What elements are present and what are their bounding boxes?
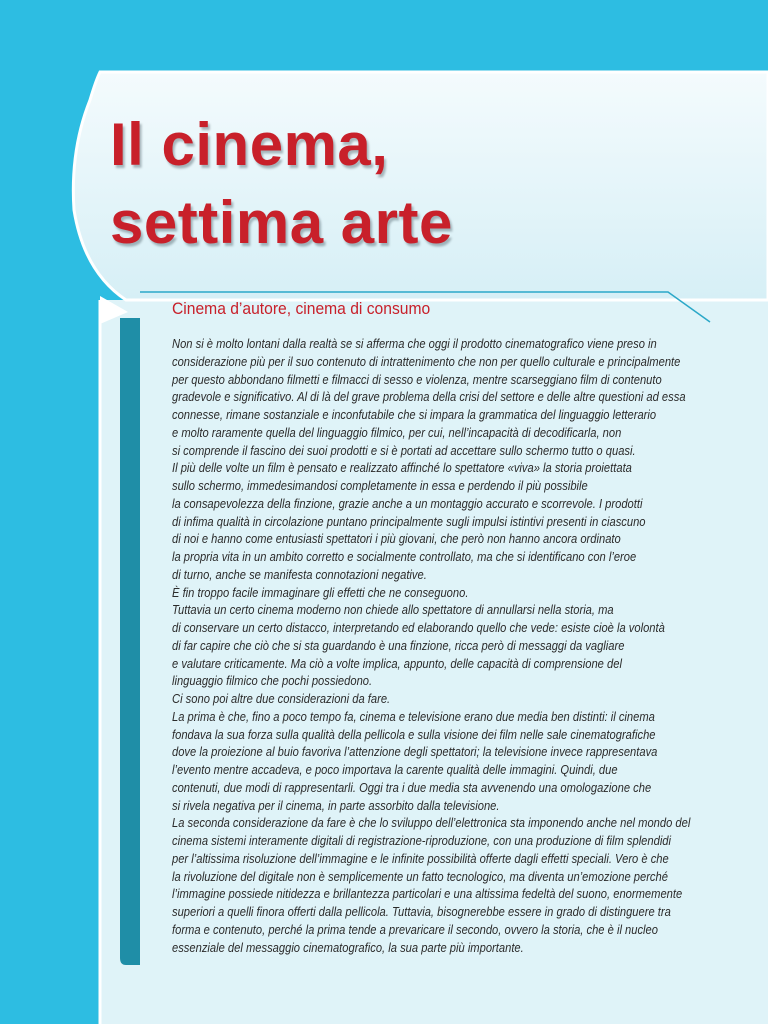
text-line: e molto raramente quella del linguaggio filmico, per cui, nell’incapacità di decodificarla, non [172,424,622,440]
text-line: essenziale del messaggio cinematografico, la sua parte più importante. [172,939,524,955]
text-line: la propria vita in un ambito corretto e socialmente controllato, ma che si identificano con l’eroe [172,549,637,564]
text-line: La seconda considerazione da fare è che lo sviluppo dell’elettronica sta imponendo anche nel mondo del [172,815,691,831]
text-line: e valutare criticamente. Ma ciò a volte implica, appunto, delle capacità di comprensione del [172,655,622,671]
text-line: Il più delle volte un film è pensato e realizzato affinché lo spettatore «viva» la storia proiettata [172,460,632,476]
text-line: di noi e hanno come entusiasti spettatori i più giovani, che però non hanno ancora ordinato [172,531,621,547]
title-line-1: Il cinema, [110,111,389,178]
text-line: fondava la sua forza sulla qualità della pellicola e sulla visione dei film nelle sale cinematografiche [172,726,656,742]
text-line: la consapevolezza della finzione, grazie anche a un montaggio accurato e scorrevole. I prodotti [172,495,643,511]
text-line: l’evento mentre accadeva, e poco importava la carente qualità delle immagini. Quindi, due [172,762,618,777]
text-line: per questo abbondano filmetti e filmacci di sesso e violenza, mentre scarseggiano film di contenuto [172,371,662,387]
text-line: di turno, anche se manifesta connotazioni negative. [172,566,427,582]
text-line: contenuti, due modi di rappresentarli. Oggi tra i due media sta avvenendo una omologazione che [172,779,652,795]
text-line: gradevole e significativo. Al di là del grave problema della crisi del settore e delle altre questioni ad essa [172,389,686,405]
text-line: superiori a quelli finora offerti dalla pellicola. Tuttavia, bisognerebbe essere in grado di distinguere tra [172,904,671,919]
body-text [172,335,752,956]
text-line: È fin troppo facile immaginare gli effetti che ne conseguono. [172,584,469,600]
text-line: Non si è molto lontani dalla realtà se si afferma che oggi il prodotto cinematografico viene preso in [172,336,657,351]
text-line: cinema sistemi interamente digitali di registrazione-riproduzione, con una produzione di film splendidi [172,833,672,848]
text-line: sullo schermo, immedesimandosi completamente in essa e perdendo il più possibile [172,478,588,493]
text-line: Tuttavia un certo cinema moderno non chiede allo spettatore di annullarsi nella storia, ma [172,602,614,618]
text-line: di far capire che ciò che si sta guardando è una finzione, ricca però di messaggi da vagliare [172,637,625,653]
accent-bar [120,318,140,965]
text-line: la rivoluzione del digitale non è semplicemente un fatto tecnologico, ma diventa un’emozione perché [172,868,668,884]
section-heading: Cinema d’autore, cinema di consumo [172,299,431,318]
text-line: Ci sono poi altre due considerazioni da fare. [172,691,391,706]
text-line: linguaggio filmico che pochi possiedono. [172,673,373,689]
title-line-2: settima arte [110,189,453,256]
text-line: si comprende il fascino dei suoi prodotti e si è portati ad accettare sullo schermo tutto o quasi. [172,442,636,458]
text-line: forma e contenuto, perché la prima tende a prevaricare il secondo, ovvero la storia, che è il nucleo [172,921,658,937]
text-line: di conservare un certo distacco, interpretando ed elaborando quello che vede: esiste cioè la volontà [172,620,665,635]
text-line: per l’altissima risoluzione dell’immagine e le infinite possibilità offerte dagli effetti speciali. Vero è che [172,850,669,866]
text-line: si rivela negativa per il cinema, in parte assorbito dalla televisione. [172,797,500,813]
page-title [110,106,453,262]
text-line: dove la proiezione al buio favoriva l’attenzione degli spettatori; la televisione invece rappresentava [172,744,658,760]
text-line: l’immagine possiede nitidezza e brillantezza particolari e una altissima fedeltà del suono, enormemente [172,886,683,902]
text-line: La prima è che, fino a poco tempo fa, cinema e televisione erano due media ben distinti: il cinema [172,708,655,724]
text-line: di infima qualità in circolazione puntano principalmente sugli impulsi istintivi presenti in ciascuno [172,513,646,529]
text-line: connesse, rimane sostanziale e inconfutabile che si impara la grammatica del linguaggio letterario [172,407,657,422]
text-line: considerazione più per il suo contenuto di intrattenimento che non per quello culturale e principalmente [172,353,681,369]
